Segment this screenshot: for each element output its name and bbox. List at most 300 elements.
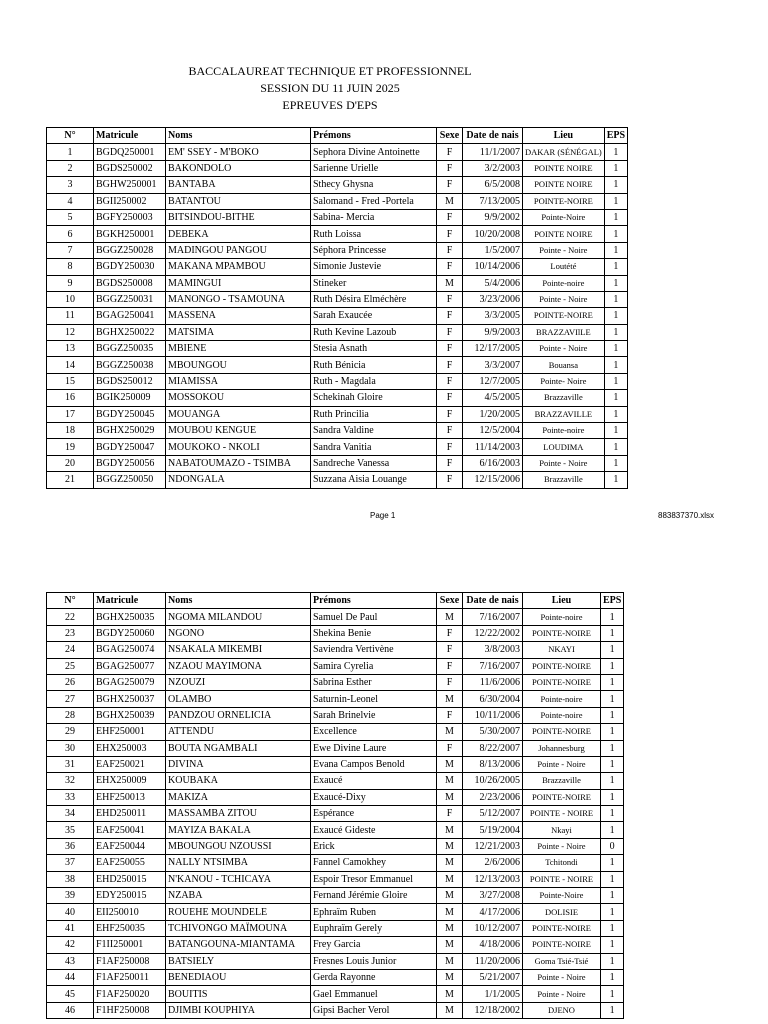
cell-eps: 1 bbox=[601, 937, 624, 953]
cell-eps: 1 bbox=[601, 904, 624, 920]
cell-date-naissance: 2/6/2006 bbox=[463, 855, 523, 871]
cell-matricule: BGHX250022 bbox=[94, 324, 166, 340]
cell-date-naissance: 12/21/2003 bbox=[463, 838, 523, 854]
cell-row-number: 42 bbox=[47, 937, 94, 953]
cell-sexe: M bbox=[437, 838, 463, 854]
cell-prenoms: Frey Garcia bbox=[311, 937, 437, 953]
cell-matricule: EHF250035 bbox=[94, 920, 166, 936]
cell-date-naissance: 8/22/2007 bbox=[463, 740, 523, 756]
cell-lieu: Pointe-Noire bbox=[523, 888, 601, 904]
cell-nom: MOUBOU KENGUE bbox=[166, 423, 311, 439]
table-header-row bbox=[47, 128, 628, 144]
cell-lieu: BRAZZAVIlLE bbox=[523, 324, 605, 340]
cell-row-number: 45 bbox=[47, 986, 94, 1002]
cell-lieu: POINTE-NOIRE bbox=[523, 724, 601, 740]
cell-sexe: F bbox=[437, 357, 463, 373]
table-row bbox=[47, 691, 624, 707]
session-date: SESSION DU 11 JUIN 2025 bbox=[260, 81, 400, 95]
cell-sexe: F bbox=[437, 406, 463, 422]
cell-lieu: Goma Tsié-Tsié bbox=[523, 953, 601, 969]
cell-row-number: 14 bbox=[47, 357, 94, 373]
cell-prenoms: Gipsi Bacher Verol bbox=[311, 1002, 437, 1018]
cell-prenoms: Sabrina Esther bbox=[311, 674, 437, 690]
cell-nom: TCHIVONGO MAÏMOUNA bbox=[166, 920, 311, 936]
cell-matricule: BGAG250041 bbox=[94, 308, 166, 324]
cell-sexe: M bbox=[437, 691, 463, 707]
cell-eps: 1 bbox=[601, 986, 624, 1002]
cell-eps: 1 bbox=[601, 658, 624, 674]
cell-prenoms: Evana Campos Benold bbox=[311, 756, 437, 772]
cell-nom: PANDZOU ORNELICIA bbox=[166, 707, 311, 723]
cell-row-number: 26 bbox=[47, 674, 94, 690]
cell-matricule: EHD250011 bbox=[94, 806, 166, 822]
cell-date-naissance: 7/16/2007 bbox=[463, 609, 523, 625]
cell-eps: 1 bbox=[604, 324, 627, 340]
cell-lieu: POINTE-NOIRE bbox=[523, 789, 601, 805]
cell-row-number: 3 bbox=[47, 177, 94, 193]
candidates-table-page-1 bbox=[46, 127, 628, 489]
cell-matricule: BGAG250077 bbox=[94, 658, 166, 674]
cell-lieu: BRAZZAVILLE bbox=[523, 406, 605, 422]
cell-prenoms: Gael Emmanuel bbox=[311, 986, 437, 1002]
cell-sexe: F bbox=[437, 341, 463, 357]
cell-matricule: EHF250013 bbox=[94, 789, 166, 805]
cell-matricule: BGAG250074 bbox=[94, 642, 166, 658]
cell-sexe: M bbox=[437, 871, 463, 887]
cell-row-number: 46 bbox=[47, 1002, 94, 1018]
cell-prenoms: Sarienne Urielle bbox=[311, 160, 437, 176]
cell-prenoms: Sephora Divine Antoinette bbox=[311, 144, 437, 160]
table-row bbox=[47, 904, 624, 920]
cell-lieu: POINTE NOIRE bbox=[523, 177, 605, 193]
cell-lieu: Pointe-Noire bbox=[523, 209, 605, 225]
cell-sexe: M bbox=[437, 193, 463, 209]
cell-date-naissance: 5/19/2004 bbox=[463, 822, 523, 838]
cell-row-number: 7 bbox=[47, 242, 94, 258]
table-row bbox=[47, 986, 624, 1002]
table-row bbox=[47, 789, 624, 805]
cell-eps: 1 bbox=[601, 642, 624, 658]
cell-sexe: F bbox=[437, 707, 463, 723]
cell-date-naissance: 10/14/2006 bbox=[463, 259, 523, 275]
cell-sexe: F bbox=[437, 373, 463, 389]
cell-matricule: EII250010 bbox=[94, 904, 166, 920]
cell-eps: 1 bbox=[601, 822, 624, 838]
cell-eps: 1 bbox=[604, 308, 627, 324]
cell-nom: MAKANA MPAMBOU bbox=[166, 259, 311, 275]
cell-eps: 1 bbox=[604, 406, 627, 422]
cell-sexe: F bbox=[437, 472, 463, 488]
table-row bbox=[47, 259, 628, 275]
column-header-date-naissance: Date de nais bbox=[463, 128, 523, 144]
column-header-nom: Noms bbox=[166, 128, 311, 144]
column-header-lieu: Lieu bbox=[523, 128, 605, 144]
cell-prenoms: Sarah Brinelvie bbox=[311, 707, 437, 723]
cell-prenoms: Suzzana Aisia Louange bbox=[311, 472, 437, 488]
page-number: Page 1 bbox=[370, 511, 396, 520]
cell-matricule: BGHX250039 bbox=[94, 707, 166, 723]
cell-sexe: F bbox=[437, 439, 463, 455]
cell-row-number: 34 bbox=[47, 806, 94, 822]
cell-row-number: 11 bbox=[47, 308, 94, 324]
cell-row-number: 30 bbox=[47, 740, 94, 756]
cell-sexe: M bbox=[437, 855, 463, 871]
cell-matricule: BGDY250060 bbox=[94, 625, 166, 641]
table-row bbox=[47, 160, 628, 176]
cell-prenoms: Shekina Benie bbox=[311, 625, 437, 641]
cell-nom: BOUITIS bbox=[166, 986, 311, 1002]
cell-eps: 1 bbox=[601, 773, 624, 789]
cell-prenoms: Espoir Tresor Emmanuel bbox=[311, 871, 437, 887]
table-row bbox=[47, 724, 624, 740]
cell-nom: BOUTA NGAMBALI bbox=[166, 740, 311, 756]
cell-matricule: BGHX250029 bbox=[94, 423, 166, 439]
exam-title: BACCALAUREAT TECHNIQUE ET PROFESSIONNEL bbox=[188, 64, 472, 78]
cell-prenoms: Stineker bbox=[311, 275, 437, 291]
cell-sexe: F bbox=[437, 209, 463, 225]
cell-lieu: Pointe - Noire bbox=[523, 291, 605, 307]
cell-prenoms: Ruth Bénicia bbox=[311, 357, 437, 373]
cell-sexe: F bbox=[437, 642, 463, 658]
cell-prenoms: Erick bbox=[311, 838, 437, 854]
cell-sexe: F bbox=[437, 177, 463, 193]
cell-prenoms: Sabina- Mercia bbox=[311, 209, 437, 225]
cell-nom: MANONGO - TSAMOUNA bbox=[166, 291, 311, 307]
cell-lieu: Pointe - Noire bbox=[523, 756, 601, 772]
cell-lieu: Brazzaville bbox=[523, 390, 605, 406]
cell-eps: 1 bbox=[601, 888, 624, 904]
cell-row-number: 1 bbox=[47, 144, 94, 160]
cell-date-naissance: 3/2/2003 bbox=[463, 160, 523, 176]
cell-lieu: POINTE-NOIRE bbox=[523, 937, 601, 953]
cell-prenoms: Ewe Divine Laure bbox=[311, 740, 437, 756]
cell-eps: 1 bbox=[604, 193, 627, 209]
cell-row-number: 37 bbox=[47, 855, 94, 871]
cell-nom: OLAMBO bbox=[166, 691, 311, 707]
cell-date-naissance: 11/6/2006 bbox=[463, 674, 523, 690]
cell-date-naissance: 10/12/2007 bbox=[463, 920, 523, 936]
table-row bbox=[47, 390, 628, 406]
cell-date-naissance: 1/5/2007 bbox=[463, 242, 523, 258]
cell-prenoms: Ruth - Magdala bbox=[311, 373, 437, 389]
cell-matricule: BGII250002 bbox=[94, 193, 166, 209]
cell-matricule: BGDY250030 bbox=[94, 259, 166, 275]
cell-nom: MOUKOKO - NKOLI bbox=[166, 439, 311, 455]
cell-eps: 1 bbox=[601, 756, 624, 772]
cell-matricule: EHX250003 bbox=[94, 740, 166, 756]
cell-eps: 1 bbox=[604, 177, 627, 193]
cell-lieu: POINTE - NOIRE bbox=[523, 871, 601, 887]
cell-sexe: M bbox=[437, 773, 463, 789]
cell-lieu: Pointe - Noire bbox=[523, 341, 605, 357]
cell-row-number: 25 bbox=[47, 658, 94, 674]
cell-date-naissance: 12/18/2002 bbox=[463, 1002, 523, 1018]
cell-row-number: 40 bbox=[47, 904, 94, 920]
cell-prenoms: Fannel Camokhey bbox=[311, 855, 437, 871]
cell-prenoms: Ruth Kevine Lazoub bbox=[311, 324, 437, 340]
cell-eps: 1 bbox=[604, 160, 627, 176]
cell-lieu: POINTE-NOIRE bbox=[523, 625, 601, 641]
cell-matricule: BGDY250045 bbox=[94, 406, 166, 422]
cell-eps: 1 bbox=[604, 209, 627, 225]
cell-eps: 1 bbox=[604, 275, 627, 291]
cell-nom: BENEDIAOU bbox=[166, 969, 311, 985]
cell-nom: NSAKALA MIKEMBI bbox=[166, 642, 311, 658]
cell-date-naissance: 12/13/2003 bbox=[463, 871, 523, 887]
cell-sexe: F bbox=[437, 390, 463, 406]
cell-matricule: BGKH250001 bbox=[94, 226, 166, 242]
cell-row-number: 22 bbox=[47, 609, 94, 625]
cell-matricule: F1AF250011 bbox=[94, 969, 166, 985]
table-row bbox=[47, 953, 624, 969]
cell-matricule: BGDQ250001 bbox=[94, 144, 166, 160]
cell-sexe: F bbox=[437, 455, 463, 471]
cell-nom: NZABA bbox=[166, 888, 311, 904]
cell-date-naissance: 10/11/2006 bbox=[463, 707, 523, 723]
cell-date-naissance: 3/23/2006 bbox=[463, 291, 523, 307]
cell-row-number: 13 bbox=[47, 341, 94, 357]
cell-prenoms: Salomand - Fred -Portela bbox=[311, 193, 437, 209]
cell-date-naissance: 10/26/2005 bbox=[463, 773, 523, 789]
cell-date-naissance: 1/20/2005 bbox=[463, 406, 523, 422]
cell-sexe: M bbox=[437, 953, 463, 969]
cell-nom: ROUEHE MOUNDELE bbox=[166, 904, 311, 920]
cell-sexe: M bbox=[437, 822, 463, 838]
cell-sexe: F bbox=[437, 144, 463, 160]
cell-matricule: EAF250041 bbox=[94, 822, 166, 838]
cell-nom: MOUANGA bbox=[166, 406, 311, 422]
cell-prenoms: Gerda Rayonne bbox=[311, 969, 437, 985]
cell-lieu: Pointe - Noire bbox=[523, 455, 605, 471]
cell-date-naissance: 5/12/2007 bbox=[463, 806, 523, 822]
cell-eps: 1 bbox=[601, 609, 624, 625]
cell-row-number: 10 bbox=[47, 291, 94, 307]
cell-sexe: F bbox=[437, 740, 463, 756]
cell-lieu: Pointe-noire bbox=[523, 275, 605, 291]
cell-lieu: LOUDIMA bbox=[523, 439, 605, 455]
cell-nom: N'KANOU - TCHICAYA bbox=[166, 871, 311, 887]
cell-matricule: EHD250015 bbox=[94, 871, 166, 887]
column-header-prenoms: Prémons bbox=[311, 593, 437, 609]
cell-nom: MBOUNGOU NZOUSSI bbox=[166, 838, 311, 854]
column-header-prenoms: Prémons bbox=[311, 128, 437, 144]
table-row bbox=[47, 324, 628, 340]
column-header-lieu: Lieu bbox=[523, 593, 601, 609]
cell-prenoms: Schekinah Gloire bbox=[311, 390, 437, 406]
cell-sexe: F bbox=[437, 324, 463, 340]
cell-date-naissance: 3/3/2007 bbox=[463, 357, 523, 373]
cell-matricule: F1II250001 bbox=[94, 937, 166, 953]
cell-row-number: 9 bbox=[47, 275, 94, 291]
cell-lieu: POINTE NOIRE bbox=[523, 160, 605, 176]
candidates-table-page-2 bbox=[46, 592, 624, 1019]
column-header-date-naissance: Date de nais bbox=[463, 593, 523, 609]
cell-eps: 1 bbox=[604, 373, 627, 389]
cell-date-naissance: 11/14/2003 bbox=[463, 439, 523, 455]
cell-matricule: EAF250044 bbox=[94, 838, 166, 854]
column-header-eps: EPS bbox=[601, 593, 624, 609]
cell-eps: 1 bbox=[601, 691, 624, 707]
cell-row-number: 8 bbox=[47, 259, 94, 275]
table-row bbox=[47, 625, 624, 641]
cell-eps: 1 bbox=[601, 855, 624, 871]
cell-row-number: 6 bbox=[47, 226, 94, 242]
table-row bbox=[47, 937, 624, 953]
cell-nom: MOSSOKOU bbox=[166, 390, 311, 406]
cell-nom: BATANGOUNA-MIANTAMA bbox=[166, 937, 311, 953]
cell-eps: 1 bbox=[604, 242, 627, 258]
cell-date-naissance: 3/8/2003 bbox=[463, 642, 523, 658]
cell-lieu: Tchitondi bbox=[523, 855, 601, 871]
cell-eps: 1 bbox=[601, 920, 624, 936]
cell-prenoms: Excellence bbox=[311, 724, 437, 740]
table-row bbox=[47, 920, 624, 936]
cell-row-number: 15 bbox=[47, 373, 94, 389]
cell-prenoms: Ruth Désira Elméchère bbox=[311, 291, 437, 307]
cell-row-number: 2 bbox=[47, 160, 94, 176]
table-row bbox=[47, 838, 624, 854]
table-row bbox=[47, 888, 624, 904]
cell-row-number: 28 bbox=[47, 707, 94, 723]
cell-eps: 1 bbox=[604, 423, 627, 439]
cell-nom: EM' SSEY - M'BOKO bbox=[166, 144, 311, 160]
cell-nom: MBIENE bbox=[166, 341, 311, 357]
cell-matricule: F1AF250020 bbox=[94, 986, 166, 1002]
cell-prenoms: Samuel De Paul bbox=[311, 609, 437, 625]
cell-lieu: Pointe - Noire bbox=[523, 986, 601, 1002]
cell-lieu: POINTE - NOIRE bbox=[523, 806, 601, 822]
table-row bbox=[47, 472, 628, 488]
cell-nom: NALLY NTSIMBA bbox=[166, 855, 311, 871]
cell-lieu: Johannesburg bbox=[523, 740, 601, 756]
cell-prenoms: Saturnin-Leonel bbox=[311, 691, 437, 707]
cell-eps: 1 bbox=[604, 226, 627, 242]
cell-sexe: M bbox=[437, 724, 463, 740]
cell-date-naissance: 9/9/2003 bbox=[463, 324, 523, 340]
cell-date-naissance: 7/13/2005 bbox=[463, 193, 523, 209]
cell-prenoms: Exaucé-Dixy bbox=[311, 789, 437, 805]
cell-date-naissance: 5/30/2007 bbox=[463, 724, 523, 740]
cell-eps: 1 bbox=[604, 291, 627, 307]
cell-date-naissance: 4/5/2005 bbox=[463, 390, 523, 406]
cell-nom: BAKONDOLO bbox=[166, 160, 311, 176]
table-header-row bbox=[47, 593, 624, 609]
cell-date-naissance: 7/16/2007 bbox=[463, 658, 523, 674]
cell-sexe: M bbox=[437, 969, 463, 985]
cell-row-number: 17 bbox=[47, 406, 94, 422]
cell-row-number: 33 bbox=[47, 789, 94, 805]
cell-matricule: BGDS250012 bbox=[94, 373, 166, 389]
cell-lieu: DAKAR (SÉNÉGAL) bbox=[523, 144, 605, 160]
cell-date-naissance: 11/20/2006 bbox=[463, 953, 523, 969]
cell-sexe: M bbox=[437, 920, 463, 936]
column-header-nom: Noms bbox=[166, 593, 311, 609]
cell-sexe: F bbox=[437, 658, 463, 674]
cell-matricule: BGIK250009 bbox=[94, 390, 166, 406]
table-row bbox=[47, 871, 624, 887]
cell-matricule: BGDY250047 bbox=[94, 439, 166, 455]
cell-lieu: POINTE NOIRE bbox=[523, 226, 605, 242]
cell-nom: DIVINA bbox=[166, 756, 311, 772]
cell-row-number: 5 bbox=[47, 209, 94, 225]
cell-row-number: 35 bbox=[47, 822, 94, 838]
cell-nom: MAMINGUI bbox=[166, 275, 311, 291]
cell-prenoms: Sandreche Vanessa bbox=[311, 455, 437, 471]
cell-sexe: M bbox=[437, 986, 463, 1002]
table-row bbox=[47, 822, 624, 838]
cell-row-number: 39 bbox=[47, 888, 94, 904]
table-row bbox=[47, 1002, 624, 1018]
cell-date-naissance: 3/3/2005 bbox=[463, 308, 523, 324]
cell-sexe: M bbox=[437, 888, 463, 904]
cell-prenoms: Sthecy Ghysna bbox=[311, 177, 437, 193]
cell-lieu: POINTE-NOIRE bbox=[523, 308, 605, 324]
cell-eps: 1 bbox=[604, 472, 627, 488]
cell-sexe: F bbox=[437, 806, 463, 822]
cell-lieu: Pointe- Noire bbox=[523, 373, 605, 389]
table-row bbox=[47, 740, 624, 756]
cell-nom: MAYIZA BAKALA bbox=[166, 822, 311, 838]
cell-sexe: F bbox=[437, 674, 463, 690]
cell-eps: 1 bbox=[601, 969, 624, 985]
table-row bbox=[47, 406, 628, 422]
cell-prenoms: Séphora Princesse bbox=[311, 242, 437, 258]
cell-row-number: 29 bbox=[47, 724, 94, 740]
cell-lieu: Bouansa bbox=[523, 357, 605, 373]
cell-nom: KOUBAKA bbox=[166, 773, 311, 789]
cell-row-number: 18 bbox=[47, 423, 94, 439]
cell-lieu: Loutété bbox=[523, 259, 605, 275]
cell-prenoms: Saviendra Vertivène bbox=[311, 642, 437, 658]
cell-date-naissance: 4/18/2006 bbox=[463, 937, 523, 953]
cell-lieu: Nkayi bbox=[523, 822, 601, 838]
cell-date-naissance: 6/30/2004 bbox=[463, 691, 523, 707]
cell-matricule: EDY250015 bbox=[94, 888, 166, 904]
column-header-row-number: N° bbox=[47, 128, 94, 144]
cell-lieu: Pointe-noire bbox=[523, 691, 601, 707]
cell-sexe: M bbox=[437, 609, 463, 625]
cell-lieu: Brazzaville bbox=[523, 472, 605, 488]
cell-eps: 1 bbox=[601, 871, 624, 887]
cell-nom: NGOMA MILANDOU bbox=[166, 609, 311, 625]
table-row bbox=[47, 275, 628, 291]
cell-date-naissance: 1/1/2005 bbox=[463, 986, 523, 1002]
cell-lieu: Pointe-noire bbox=[523, 707, 601, 723]
cell-nom: MIAMISSA bbox=[166, 373, 311, 389]
cell-sexe: M bbox=[437, 275, 463, 291]
cell-eps: 1 bbox=[601, 724, 624, 740]
cell-nom: NGONO bbox=[166, 625, 311, 641]
table-row bbox=[47, 642, 624, 658]
cell-prenoms: Ruth Loissa bbox=[311, 226, 437, 242]
table-row bbox=[47, 373, 628, 389]
table-row bbox=[47, 193, 628, 209]
cell-row-number: 36 bbox=[47, 838, 94, 854]
cell-date-naissance: 5/21/2007 bbox=[463, 969, 523, 985]
cell-prenoms: Sandra Vanitia bbox=[311, 439, 437, 455]
cell-date-naissance: 3/27/2008 bbox=[463, 888, 523, 904]
file-name: 883837370.xlsx bbox=[658, 511, 715, 520]
cell-prenoms: Exaucé bbox=[311, 773, 437, 789]
cell-lieu: Pointe-noire bbox=[523, 609, 601, 625]
table-row bbox=[47, 969, 624, 985]
cell-eps: 1 bbox=[604, 259, 627, 275]
cell-matricule: BGGZ250031 bbox=[94, 291, 166, 307]
cell-nom: BATANTOU bbox=[166, 193, 311, 209]
table-row bbox=[47, 806, 624, 822]
cell-prenoms: Espérance bbox=[311, 806, 437, 822]
cell-nom: BITSINDOU-BITHE bbox=[166, 209, 311, 225]
